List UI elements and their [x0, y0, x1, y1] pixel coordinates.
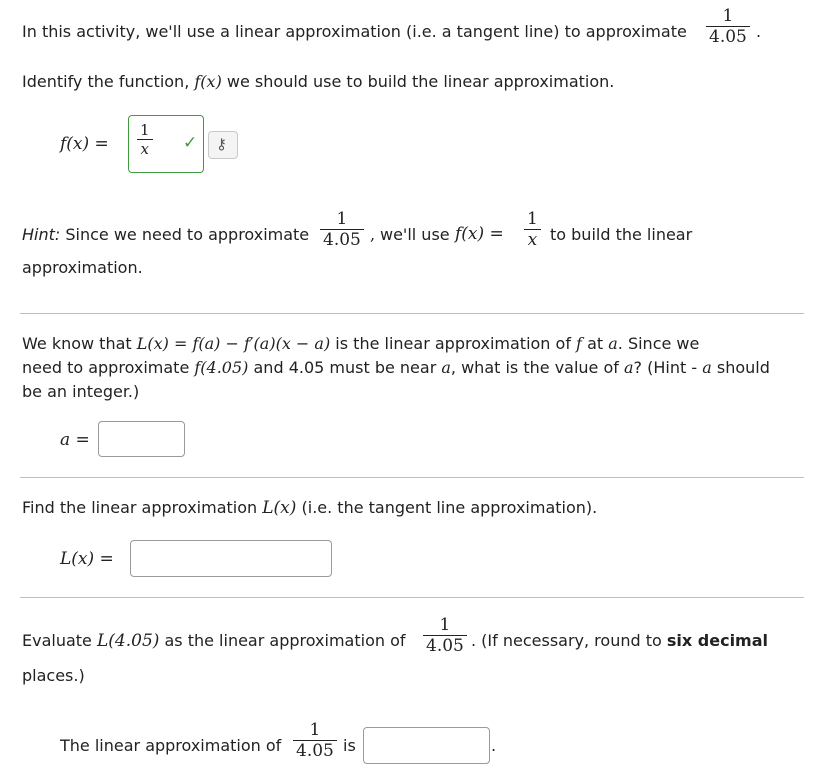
- check-icon: ✓: [183, 133, 198, 153]
- q4-prompt-a: Evaluate: [22, 631, 92, 650]
- hint-f-fraction: [524, 209, 541, 250]
- hint-f-num: 1: [527, 209, 538, 229]
- q2-p2-a: need to approximate: [22, 358, 190, 377]
- q2-p1-c: . Since we: [617, 334, 700, 353]
- key-button[interactable]: [208, 131, 238, 159]
- hint-line-1: [22, 225, 309, 244]
- q2-line-3: be an integer.): [22, 382, 140, 401]
- q1-lhs: f(x) =: [60, 134, 109, 154]
- hint-text-b: we'll use: [380, 225, 450, 244]
- hint-math: f(x) =: [455, 224, 504, 244]
- q4-fraction: [423, 615, 467, 656]
- q2-p1-a: We know that: [22, 334, 132, 353]
- q1-prompt-math: f(x): [194, 72, 222, 91]
- q4-answer-end: .: [491, 736, 497, 755]
- a-value-input[interactable]: [98, 421, 185, 457]
- intro-frac-num: 1: [722, 6, 734, 26]
- q1-prompt: [22, 72, 614, 91]
- q3-prompt-b: (i.e. the tangent line approximation).: [301, 498, 598, 517]
- intro-frac-den: 4.05: [709, 27, 747, 47]
- hint-text-d: approximation.: [22, 258, 143, 277]
- q2-p2-c: , what is the value of: [450, 358, 619, 377]
- linear-approximation-input[interactable]: [130, 540, 332, 577]
- hint-text-a: Since we need to approximate: [65, 225, 310, 244]
- q2-p1-b: is the linear approximation of: [335, 334, 571, 353]
- q1-answer-fraction: [137, 121, 153, 158]
- q3-prompt-a: Find the linear approximation: [22, 498, 258, 517]
- hint-frac-den: 4.05: [323, 230, 361, 250]
- q4-answer-pre: The linear approximation of: [60, 736, 282, 755]
- q4-prompt-bold: six decimal: [666, 631, 768, 650]
- q1-prompt-post: we should use to build the linear approximation.: [226, 72, 615, 91]
- divider-1: [20, 313, 804, 314]
- q4-answer-is: is: [343, 736, 356, 755]
- q4-prompt-b: as the linear approximation of: [164, 631, 406, 650]
- q2-p2-d: ? (Hint -: [633, 358, 698, 377]
- hint-frac-num: 1: [336, 209, 348, 229]
- q1-answer-num: 1: [140, 121, 150, 139]
- q2-lhs: a =: [60, 430, 90, 450]
- q4-frac-num: 1: [439, 615, 451, 635]
- intro-fraction: [706, 6, 750, 47]
- q3-lhs: L(x) =: [60, 549, 114, 569]
- q2-p1-at: at: [587, 334, 604, 353]
- q2-p2-avar3: a: [702, 358, 712, 377]
- hint-f-den: x: [527, 230, 538, 250]
- hint-text-c: to build the linear: [550, 225, 693, 244]
- q4-ans-num: 1: [309, 720, 321, 740]
- evaluation-input[interactable]: [363, 727, 490, 764]
- q4-frac-den: 4.05: [426, 636, 464, 656]
- q2-p2-avar2: a: [624, 358, 634, 377]
- q2-p1-avar: a: [608, 334, 618, 353]
- q2-line-1: [22, 334, 699, 353]
- key-icon: ⚷: [216, 135, 227, 153]
- intro-period: .: [756, 22, 762, 41]
- q1-answer-den: x: [140, 140, 149, 158]
- hint-fraction: [320, 209, 364, 250]
- hint-label: Hint:: [22, 225, 61, 244]
- q4-prompt-line-1: [22, 631, 406, 651]
- q1-answer-field[interactable]: [128, 115, 204, 173]
- q2-formula: L(x) = f(a) − f′(a)(x − a): [136, 334, 331, 353]
- hint-comma: ,: [370, 225, 376, 244]
- q3-prompt: [22, 498, 597, 518]
- q2-p2-math: f(4.05): [194, 358, 249, 377]
- q4-answer-fraction: [293, 720, 337, 761]
- q2-p2-b: and 4.05 must be near: [253, 358, 437, 377]
- q4-prompt-c: . (If necessary, round to: [471, 631, 662, 650]
- q3-prompt-math: L(x): [262, 498, 297, 518]
- q4-prompt-tail: [471, 631, 768, 650]
- q4-prompt-math: L(4.05): [96, 631, 160, 651]
- q4-prompt-d: places.): [22, 666, 85, 685]
- q1-prompt-pre: Identify the function,: [22, 72, 190, 91]
- q2-line-2: [22, 358, 770, 377]
- q2-p2-avar: a: [441, 358, 451, 377]
- q4-ans-den: 4.05: [296, 741, 334, 761]
- divider-3: [20, 597, 804, 598]
- divider-2: [20, 477, 804, 478]
- q2-p1-f: f: [576, 334, 582, 353]
- intro-text: In this activity, we'll use a linear approximation (i.e. a tangent line) to approximate: [22, 22, 687, 41]
- q2-p2-e: should: [716, 358, 770, 377]
